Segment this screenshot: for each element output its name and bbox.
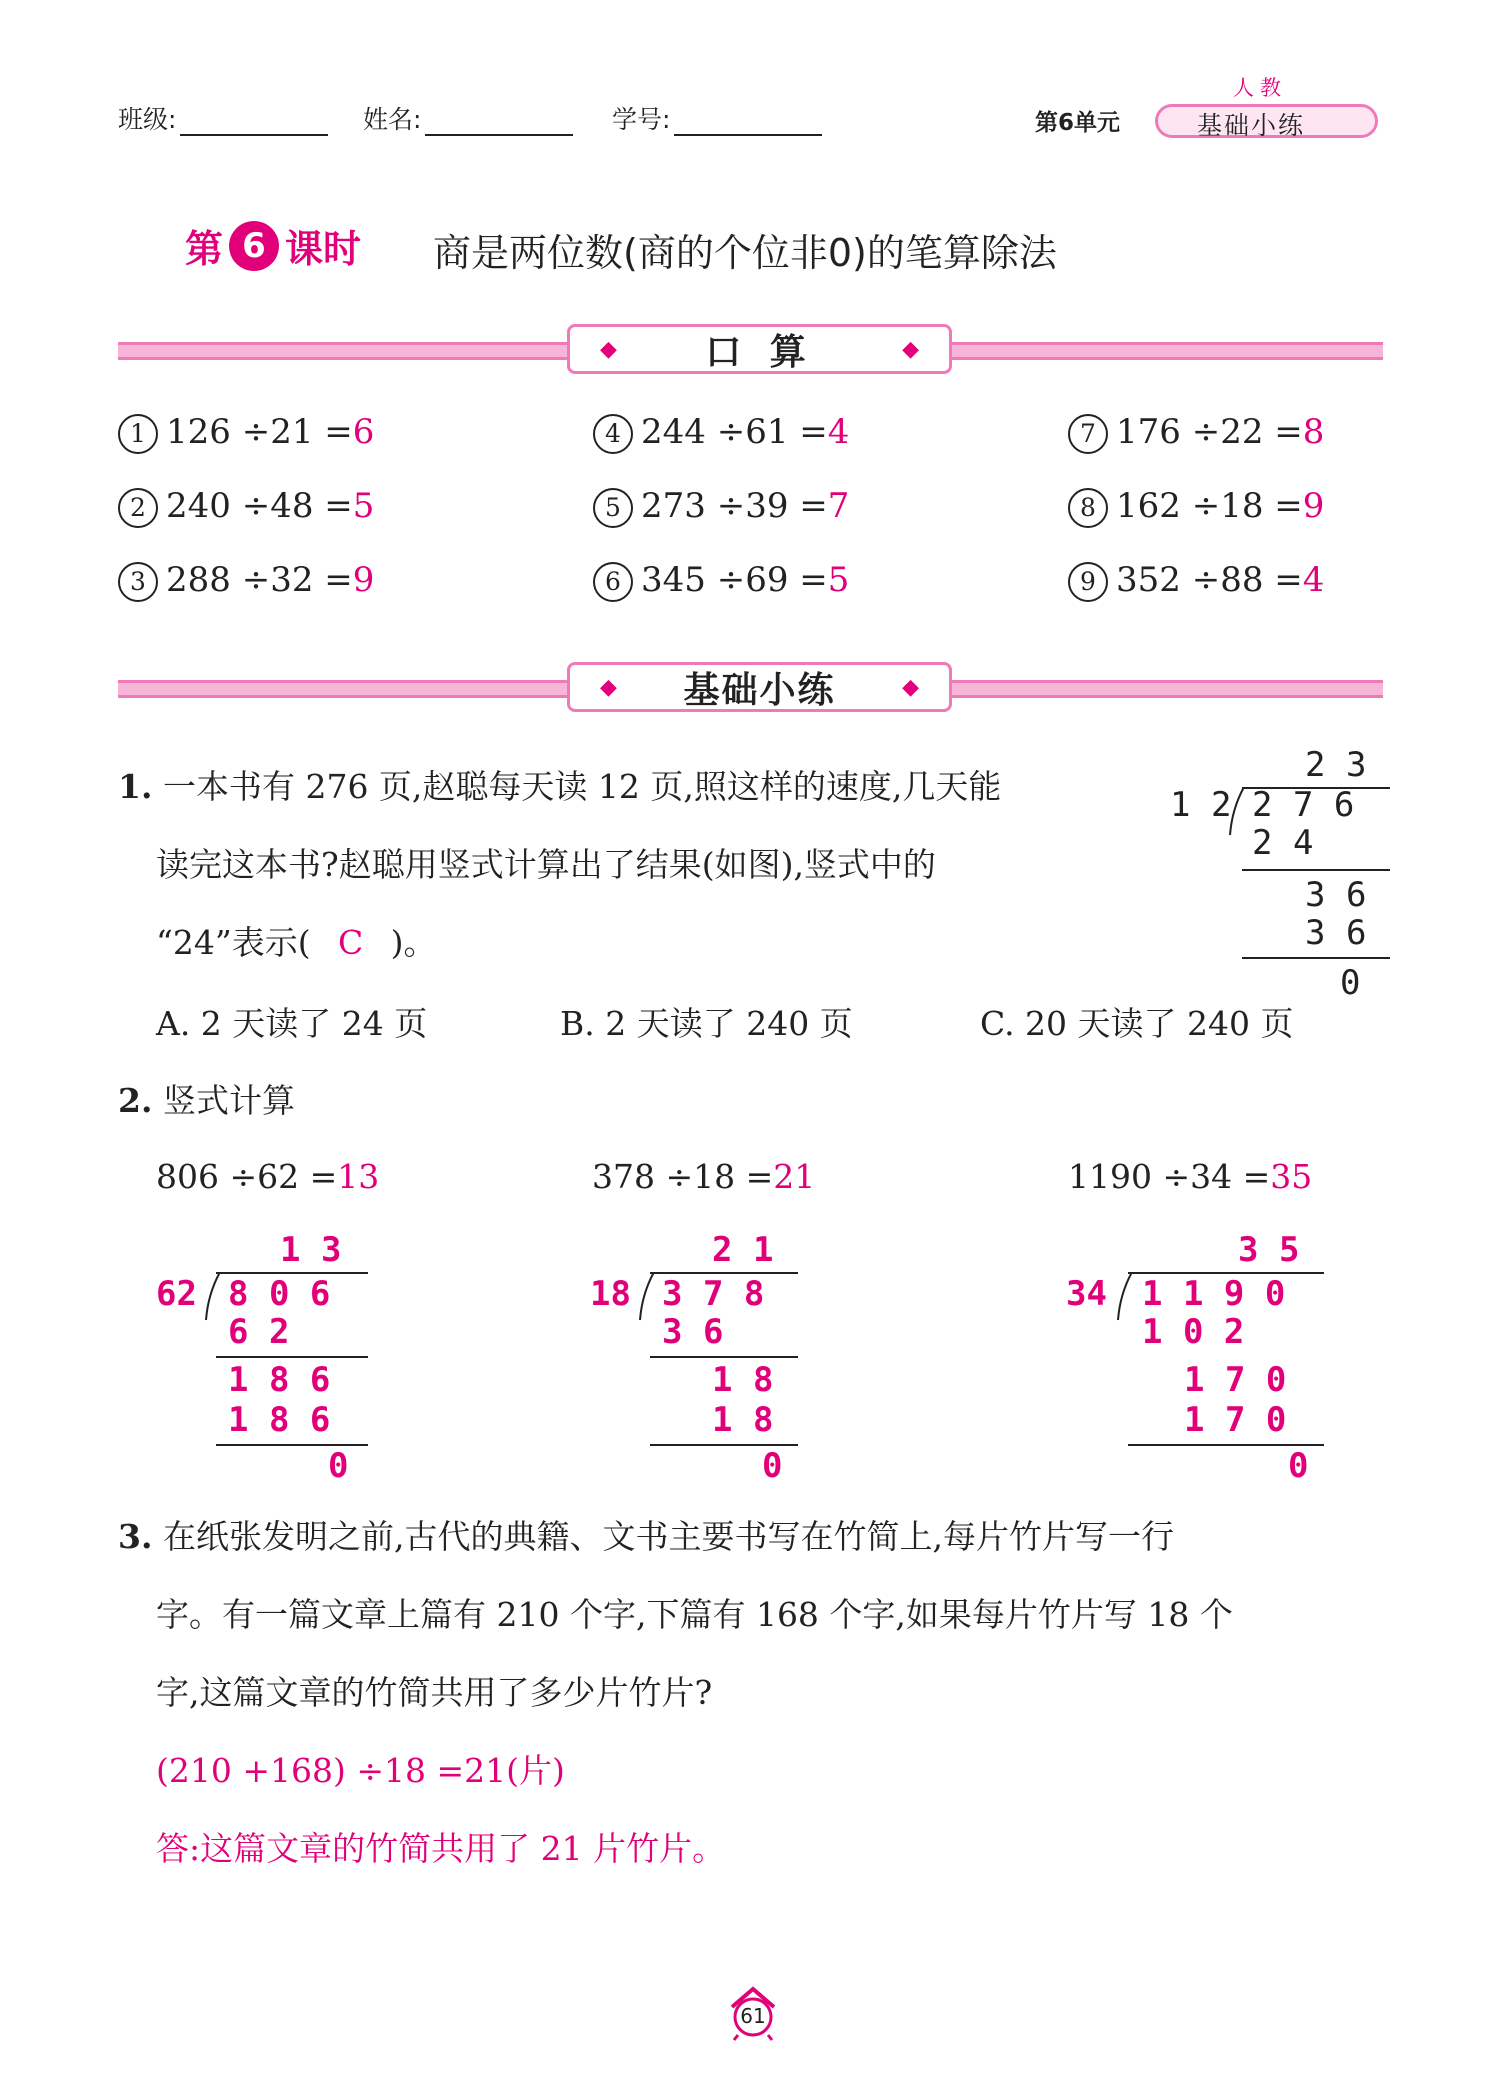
- oral-item: 7 176 ÷22 =8: [1068, 412, 1324, 454]
- answer: 9: [352, 560, 375, 600]
- answer: 5: [352, 486, 375, 526]
- page-title: 商是两位数(商的个位非0)的笔算除法: [433, 231, 1057, 275]
- section-header-oral: [567, 324, 952, 374]
- answer: 8: [1302, 412, 1325, 452]
- diamond-icon: ◆: [902, 674, 919, 700]
- id-label: 学号:: [612, 105, 671, 134]
- oral-item: 8 162 ÷18 =9: [1068, 486, 1324, 528]
- id-field: [612, 100, 822, 136]
- q3-answer: 答:这篇文章的竹简共用了 21 片竹片。: [156, 1829, 726, 1868]
- q2-long-division-2: 2 1 18 3 7 8 3 6 1 8 1 8 0: [590, 1230, 810, 1490]
- q2-long-division-1: 1 3 62 8 0 6 6 2 1 8 6 1 8 6 0: [156, 1230, 376, 1490]
- answer: 7: [827, 486, 850, 526]
- question-3: 3. 在纸张发明之前,古代的典籍、文书主要书写在竹简上,每片竹片写一行 字。有一篇文章上篇有 210 个字,下篇有 168 个字,如果每片竹片写 18 个 字,这篇文章的竹简共用了多少片竹片? (210 +168) ÷18 =21(片) 答:这篇文章的竹简共用了 21 片竹片。: [118, 1498, 1388, 1888]
- q1-long-division: 2 3 1 2 2 7 6 2 4 3 6 3 6 0: [1160, 745, 1390, 1015]
- class-label: 班级:: [118, 105, 177, 134]
- lesson-label: [185, 218, 361, 273]
- name-field: [363, 100, 573, 136]
- q2-problem-1: 806 ÷62 =13: [156, 1157, 380, 1196]
- lesson-prefix: 第: [185, 227, 224, 271]
- id-blank[interactable]: [674, 134, 822, 136]
- q2-problem-2: 378 ÷18 =21: [592, 1157, 816, 1196]
- answer: 5: [827, 560, 850, 600]
- question-2: 2. 竖式计算: [118, 1081, 295, 1120]
- series-name: 基础小练: [1197, 111, 1306, 140]
- oral-item: 9 352 ÷88 =4: [1068, 560, 1324, 602]
- lesson-suffix: 课时: [285, 227, 362, 271]
- section-title: 口 算: [705, 331, 814, 373]
- q2-long-division-3: 3 5 34 1 1 9 0 1 0 2 1 7 0 1 7 0 0: [1066, 1230, 1336, 1490]
- oral-item: 1 126 ÷21 =6: [118, 412, 374, 454]
- option-b: B. 2 天读了 240 页: [560, 1004, 853, 1043]
- question-1: 1. 一本书有 276 页,赵聪每天读 12 页,照这样的速度,几天能 读完这本书?赵聪用竖式计算出了结果(如图),竖式中的 “24”表示( C )。: [118, 748, 1148, 982]
- option-c: C. 20 天读了 240 页: [980, 1004, 1294, 1043]
- diamond-icon: ◆: [600, 674, 617, 700]
- unit-label: 第6单元: [1035, 110, 1121, 136]
- class-blank[interactable]: [180, 134, 328, 136]
- page-number-badge: [728, 1985, 778, 2035]
- q3-formula: (210 +168) ÷18 =21(片): [156, 1751, 565, 1790]
- section-header-basic: [567, 662, 952, 712]
- oral-item: 4 244 ÷61 =4: [593, 412, 849, 454]
- option-a: A. 2 天读了 24 页: [156, 1004, 428, 1043]
- answer: 4: [827, 412, 850, 452]
- oral-item: 3 288 ÷32 =9: [118, 560, 374, 602]
- diamond-icon: ◆: [600, 336, 617, 362]
- diamond-icon: ◆: [902, 336, 919, 362]
- answer: 6: [352, 412, 375, 452]
- name-label: 姓名:: [363, 105, 422, 134]
- oral-item: 6 345 ÷69 =5: [593, 560, 849, 602]
- oral-item: 5 273 ÷39 =7: [593, 486, 849, 528]
- answer: 4: [1302, 560, 1325, 600]
- lesson-number-badge: 6: [229, 221, 279, 271]
- oral-item: 2 240 ÷48 =5: [118, 486, 374, 528]
- answer-blank[interactable]: C: [337, 923, 364, 962]
- answer: 9: [1302, 486, 1325, 526]
- page-number: 61: [740, 2004, 766, 2028]
- series-badge: [1155, 76, 1380, 140]
- name-blank[interactable]: [425, 134, 573, 136]
- section-title: 基础小练: [683, 669, 836, 711]
- publisher-label: 人教: [1233, 76, 1287, 100]
- class-field: [118, 100, 328, 136]
- q2-problem-3: 1190 ÷34 =35: [1068, 1157, 1313, 1196]
